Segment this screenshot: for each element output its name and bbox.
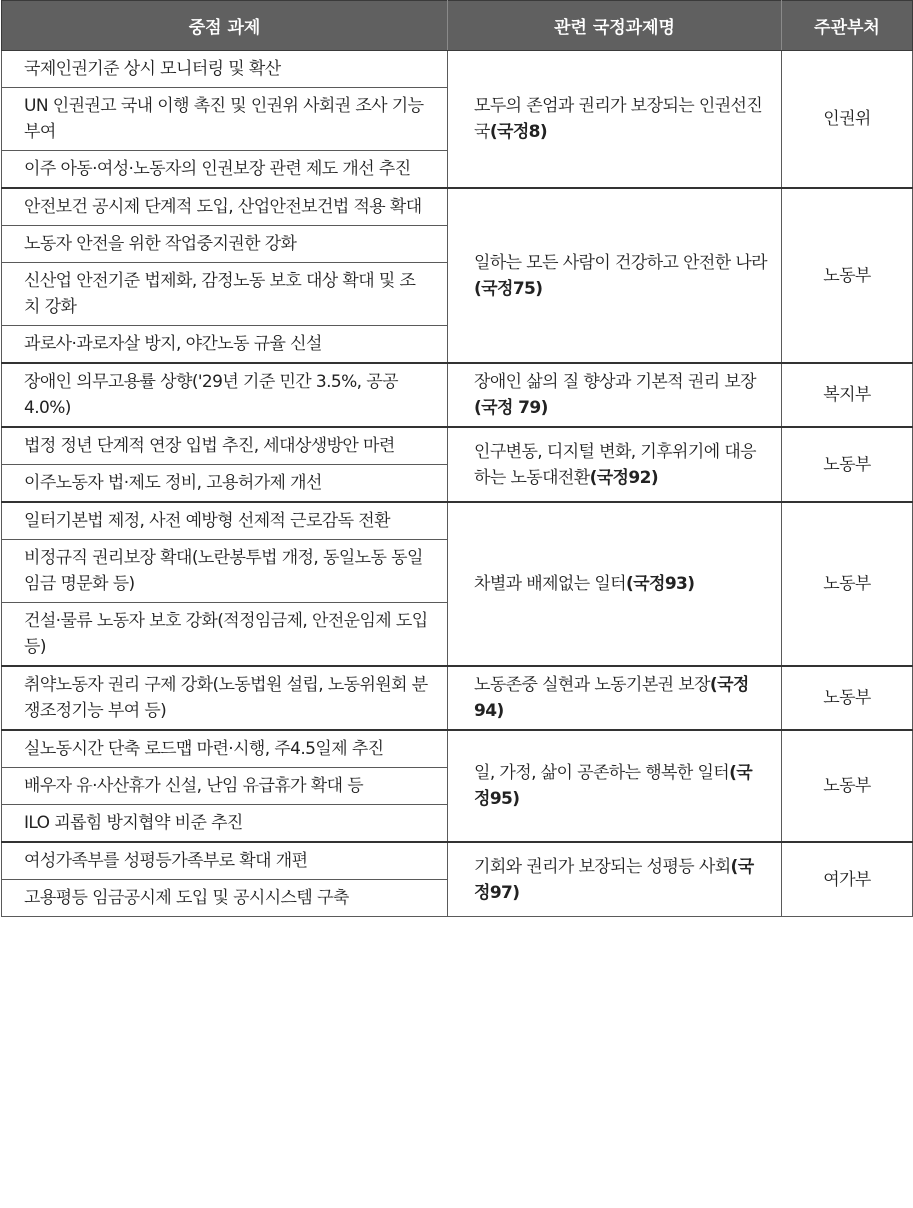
- task-cell: 일터기본법 제정, 사전 예방형 선제적 근로감독 전환: [2, 502, 448, 540]
- task-cell: 비정규직 권리보장 확대(노란봉투법 개정, 동일노동 동일임금 명문화 등): [2, 540, 448, 603]
- task-cell: 과로사·과로자살 방지, 야간노동 규율 신설: [2, 326, 448, 364]
- table-row: [2, 363, 913, 427]
- task-cell: 이주노동자 법·제도 정비, 고용허가제 개선: [2, 465, 448, 503]
- project-code: (국정 79): [474, 398, 548, 418]
- header-task: 중점 과제: [2, 1, 448, 51]
- project-cell: [448, 666, 782, 730]
- project-cell: [448, 51, 782, 189]
- task-cell: 국제인권기준 상시 모니터링 및 확산: [2, 51, 448, 88]
- project-name: 노동존중 실현과 노동기본권 보장: [474, 675, 710, 695]
- project-code: (국정75): [474, 278, 543, 299]
- table-row: [2, 51, 913, 88]
- task-cell: 법정 정년 단계적 연장 입법 추진, 세대상생방안 마련: [2, 427, 448, 465]
- task-cell: 장애인 의무고용률 상향('29년 기준 민간 3.5%, 공공 4.0%): [2, 363, 448, 427]
- header-row: [2, 1, 913, 51]
- project-code: (국정94): [474, 675, 749, 721]
- dept-cell: 인권위: [782, 51, 913, 189]
- dept-cell: 노동부: [782, 427, 913, 502]
- project-cell: [448, 188, 782, 363]
- task-cell: 배우자 유·사산휴가 신설, 난임 유급휴가 확대 등: [2, 768, 448, 805]
- project-code: (국정8): [489, 122, 548, 142]
- task-cell: 실노동시간 단축 로드맵 마련·시행, 주4.5일제 추진: [2, 730, 448, 768]
- project-code: (국정95): [474, 763, 753, 809]
- table-row: [2, 666, 913, 730]
- table-row: [2, 502, 913, 540]
- project-name: 일하는 모든 사람이 건강하고 안전한 나라: [474, 252, 767, 273]
- project-code: (국정92): [589, 467, 659, 488]
- project-cell: [448, 363, 782, 427]
- dept-cell: 복지부: [782, 363, 913, 427]
- task-cell: 취약노동자 권리 구제 강화(노동법원 설립, 노동위원회 분쟁조정기능 부여 등): [2, 666, 448, 730]
- project-cell: [448, 842, 782, 917]
- table-row: [2, 730, 913, 768]
- project-name: 기회와 권리가 보장되는 성평등 사회: [474, 856, 731, 877]
- dept-cell: 여가부: [782, 842, 913, 917]
- project-cell: [448, 427, 782, 502]
- table-row: [2, 427, 913, 465]
- task-cell: 여성가족부를 성평등가족부로 확대 개편: [2, 842, 448, 880]
- task-cell: ILO 괴롭힘 방지협약 비준 추진: [2, 805, 448, 843]
- policy-table: [1, 0, 913, 917]
- project-code: (국정93): [626, 574, 695, 594]
- project-cell: [448, 502, 782, 666]
- task-cell: 건설·물류 노동자 보호 강화(적정임금제, 안전운임제 도입 등): [2, 603, 448, 667]
- task-cell: UN 인권권고 국내 이행 촉진 및 인권위 사회권 조사 기능 부여: [2, 88, 448, 151]
- table-row: [2, 842, 913, 880]
- header-project: 관련 국정과제명: [448, 1, 782, 51]
- task-cell: 이주 아동·여성·노동자의 인권보장 관련 제도 개선 추진: [2, 151, 448, 189]
- task-cell: 안전보건 공시제 단계적 도입, 산업안전보건법 적용 확대: [2, 188, 448, 226]
- task-cell: 신산업 안전기준 법제화, 감정노동 보호 대상 확대 및 조치 강화: [2, 263, 448, 326]
- project-name: 모두의 존엄과 권리가 보장되는 인권선진국: [474, 96, 763, 142]
- project-name: 인구변동, 디지털 변화, 기후위기에 대응하는 노동대전환: [474, 441, 756, 488]
- project-code: (국정97): [474, 856, 754, 903]
- dept-cell: 노동부: [782, 666, 913, 730]
- table-row: [2, 188, 913, 226]
- task-cell: 고용평등 임금공시제 도입 및 공시시스템 구축: [2, 880, 448, 917]
- dept-cell: 노동부: [782, 188, 913, 363]
- dept-cell: 노동부: [782, 502, 913, 666]
- task-cell: 노동자 안전을 위한 작업중지권한 강화: [2, 226, 448, 263]
- project-cell: [448, 730, 782, 842]
- dept-cell: 노동부: [782, 730, 913, 842]
- project-name: 장애인 삶의 질 향상과 기본적 권리 보장: [474, 372, 756, 392]
- project-name: 일, 가정, 삶이 공존하는 행복한 일터: [474, 763, 730, 783]
- project-name: 차별과 배제없는 일터: [474, 574, 627, 594]
- header-dept: 주관부처: [782, 1, 913, 51]
